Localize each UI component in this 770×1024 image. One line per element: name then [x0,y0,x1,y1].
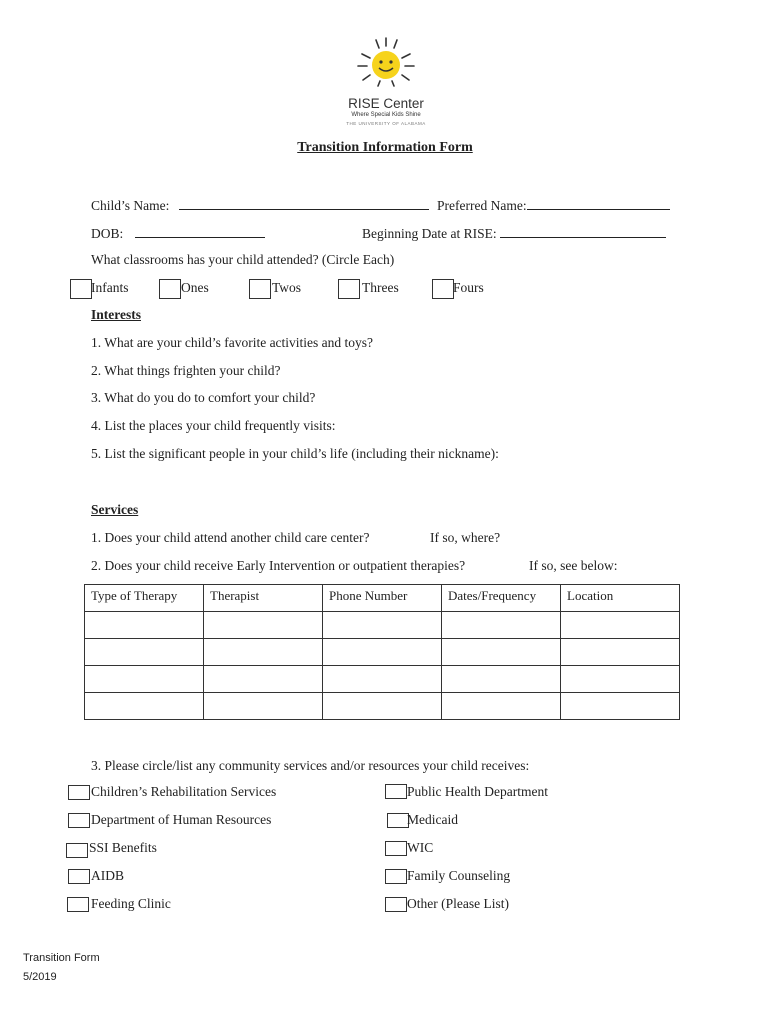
form-title: Transition Information Form [297,140,473,155]
table-cell[interactable] [323,666,442,693]
interest-question-5: 5. List the significant people in your child’s life (including their nickname): [91,446,499,461]
table-cell[interactable] [85,693,204,720]
classroom-ones-label: Ones [181,280,209,295]
aidb-label: AIDB [91,868,124,883]
services-question-1-follow: If so, where? [430,530,501,545]
wic-label: WIC [407,840,434,855]
footer-form-name: Transition Form [23,952,100,964]
table-row [85,693,680,720]
table-cell[interactable] [442,612,561,639]
table-cell[interactable] [442,666,561,693]
table-header-cell: Location [561,585,680,612]
rise-center-logo [338,36,434,126]
table-cell[interactable] [323,612,442,639]
logo-tagline: Where Special Kids Shine [351,112,421,118]
dhr-checkbox[interactable] [68,813,90,828]
ssi-checkbox[interactable] [66,843,88,858]
feeding-clinic-label: Feeding Clinic [91,896,171,911]
classroom-threes-label: Threes [362,280,399,295]
other-label: Other (Please List) [407,896,509,911]
classroom-fours-checkbox[interactable] [432,279,454,299]
table-cell[interactable] [561,693,680,720]
table-cell[interactable] [204,639,323,666]
dob-label: DOB: [91,226,124,241]
classrooms-question: What classrooms has your child attended? (Circle Each) [91,252,395,267]
classroom-twos-label: Twos [272,280,302,295]
ssi-label: SSI Benefits [89,840,157,855]
table-header-row [85,585,680,612]
aidb-checkbox[interactable] [68,869,90,884]
table-header-cell: Dates/Frequency [442,585,561,612]
table-cell[interactable] [204,612,323,639]
preferred-name-row [437,197,670,214]
services-heading: Services [91,502,139,517]
preferred-name-input[interactable] [527,197,670,210]
table-cell[interactable] [204,693,323,720]
classroom-threes-checkbox[interactable] [338,279,360,299]
medicaid-label: Medicaid [407,812,458,827]
table-cell[interactable] [85,666,204,693]
medicaid-checkbox[interactable] [387,813,409,828]
classroom-infants-checkbox[interactable] [70,279,92,299]
table-header-cell: Phone Number [323,585,442,612]
therapy-table [84,584,680,720]
childrens-rehab-label: Children’s Rehabilitation Services [91,784,277,799]
classroom-twos-checkbox[interactable] [249,279,271,299]
wic-checkbox[interactable] [385,841,407,856]
classroom-fours-label: Fours [453,280,484,295]
family-counseling-checkbox[interactable] [385,869,407,884]
childs-name-label: Child’s Name: [91,198,170,213]
classroom-infants-label: Infants [91,280,129,295]
childs-name-row [91,197,429,214]
table-cell[interactable] [442,693,561,720]
table-row [85,666,680,693]
beginning-date-label: Beginning Date at RISE: [362,226,497,241]
table-header-cell: Type of Therapy [85,585,204,612]
childs-name-input[interactable] [179,197,429,210]
family-counseling-label: Family Counseling [407,868,511,883]
interests-heading: Interests [91,307,141,322]
beginning-date-input[interactable] [500,225,666,238]
table-cell[interactable] [561,666,680,693]
table-cell[interactable] [442,639,561,666]
other-checkbox[interactable] [385,897,407,912]
table-row [85,612,680,639]
table-cell[interactable] [85,612,204,639]
public-health-checkbox[interactable] [385,784,407,799]
interest-question-1: 1. What are your child’s favorite activities and toys? [91,335,374,350]
footer-date: 5/2019 [23,971,57,983]
table-cell[interactable] [204,666,323,693]
feeding-clinic-checkbox[interactable] [67,897,89,912]
dob-row [91,225,265,242]
services-question-1: 1. Does your child attend another child care center? [91,530,370,545]
interest-question-2: 2. What things frighten your child? [91,363,281,378]
beginning-date-row [362,225,666,242]
table-cell[interactable] [323,639,442,666]
table-header-cell: Therapist [204,585,323,612]
interest-question-3: 3. What do you do to comfort your child? [91,390,316,405]
table-cell[interactable] [561,612,680,639]
preferred-name-label: Preferred Name: [437,198,527,213]
interest-question-4: 4. List the places your child frequently visits: [91,418,336,433]
logo-sub: THE UNIVERSITY OF ALABAMA [346,121,426,126]
table-cell[interactable] [323,693,442,720]
dob-input[interactable] [135,225,265,238]
table-row [85,639,680,666]
dhr-label: Department of Human Resources [91,812,272,827]
services-question-3: 3. Please circle/list any community services and/or resources your child receives: [91,758,530,773]
logo-name: RISE Center [348,96,424,111]
services-question-2-follow: If so, see below: [529,558,618,573]
table-cell[interactable] [85,639,204,666]
table-cell[interactable] [561,639,680,666]
sun-icon [338,36,434,96]
public-health-label: Public Health Department [407,784,548,799]
childrens-rehab-checkbox[interactable] [68,785,90,800]
classroom-ones-checkbox[interactable] [159,279,181,299]
services-question-2: 2. Does your child receive Early Intervention or outpatient therapies? [91,558,466,573]
